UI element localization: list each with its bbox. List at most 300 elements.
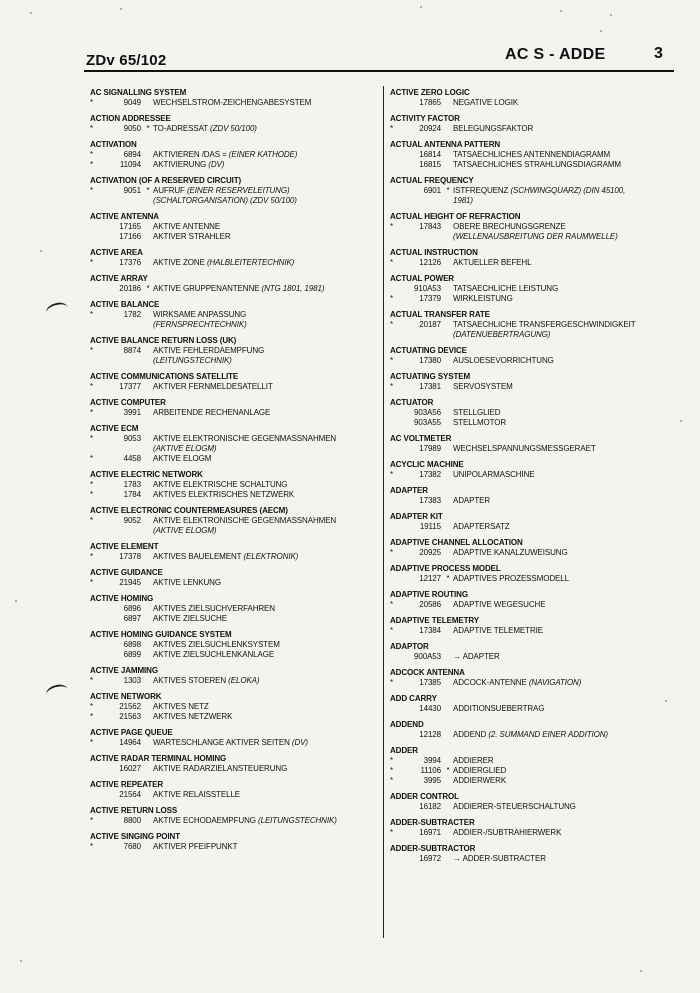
translation-line	[390, 444, 680, 454]
translation-text: UNIPOLARMASCHINE	[453, 470, 535, 479]
entry-term: ACTIVE ELEMENT	[90, 542, 159, 551]
scan-speck	[680, 420, 682, 422]
star-mark: *	[90, 676, 94, 685]
scan-speck	[30, 12, 32, 14]
translation-text: AKTIVES NETZ	[153, 702, 209, 711]
subject-note: (NAVIGATION)	[528, 678, 582, 687]
dictionary-entry	[90, 754, 375, 774]
dictionary-entry	[390, 176, 680, 206]
translation-line	[390, 284, 680, 294]
german-translation	[453, 496, 490, 506]
german-translation	[153, 490, 294, 500]
binder-hole-mark	[45, 300, 70, 319]
translation-text: AKTIVES STOEREN	[153, 676, 227, 685]
translation-line	[390, 470, 680, 480]
translation-line	[90, 552, 375, 562]
entry-term: ACTIVE REPEATER	[90, 780, 164, 789]
star-mark: *	[90, 124, 94, 133]
translation-line	[390, 222, 680, 232]
german-translation	[453, 730, 608, 740]
star-mark: *	[90, 738, 94, 747]
subject-note: (ELEKTRONIK)	[243, 552, 299, 561]
term-number: 19115	[419, 522, 441, 531]
dictionary-entry	[90, 666, 375, 686]
german-translation	[153, 526, 217, 536]
star-mark: *	[390, 382, 394, 391]
subject-note: (AKTIVE ELOGM)	[153, 526, 217, 535]
translation-line	[90, 124, 375, 134]
star-mark: *	[90, 434, 94, 443]
german-translation	[453, 802, 576, 812]
dictionary-entry	[90, 424, 375, 464]
term-number: 21945	[119, 578, 141, 587]
translation-text: AKTIVIEREN /DAS =	[153, 150, 227, 159]
german-translation	[153, 444, 217, 454]
german-translation	[153, 790, 240, 800]
translation-line	[90, 604, 375, 614]
subject-note: (DV)	[291, 738, 308, 747]
german-translation	[453, 522, 510, 532]
term-number: 21562	[119, 702, 141, 711]
translation-line	[90, 764, 375, 774]
dictionary-entry	[90, 300, 375, 330]
translation-text: AKTIVE ZIELSUCHLENKANLAGE	[153, 650, 275, 659]
translation-line	[90, 702, 375, 712]
star-mark: *	[90, 712, 94, 721]
dictionary-entry	[90, 88, 375, 108]
entry-term: ADAPTIVE CHANNEL ALLOCATION	[390, 538, 523, 547]
translation-text: AKTIVER PFEIFPUNKT	[153, 842, 238, 851]
german-translation	[453, 444, 596, 454]
translation-text: AKTIVER STRAHLER	[153, 232, 231, 241]
term-number: 14964	[119, 738, 141, 747]
entry-term: ADDEND	[390, 720, 424, 729]
star-mark: *	[390, 600, 394, 609]
page-number: 3	[654, 45, 663, 62]
entry-term: ACTIVE ELECTRIC NETWORK	[90, 470, 203, 479]
dictionary-entry	[390, 372, 680, 392]
subject-note: (LEITUNGSTECHNIK)	[153, 356, 232, 365]
translation-line	[390, 766, 680, 776]
german-translation	[453, 574, 569, 584]
star-mark: *	[90, 346, 94, 355]
translation-line	[90, 382, 375, 392]
german-translation	[153, 640, 280, 650]
term-number: 3994	[423, 756, 441, 765]
entry-term: ACTUATING SYSTEM	[390, 372, 471, 381]
dictionary-entry	[90, 630, 375, 660]
german-translation	[453, 600, 545, 610]
entry-term: ADAPTER KIT	[390, 512, 443, 521]
german-translation	[153, 232, 231, 242]
entry-term: ACTIVE ZERO LOGIC	[390, 88, 470, 97]
dictionary-entry	[390, 694, 680, 714]
term-number: 17379	[419, 294, 441, 303]
translation-line	[390, 652, 680, 662]
translation-line	[90, 790, 375, 800]
german-translation	[453, 258, 531, 268]
translation-line	[90, 676, 375, 686]
subject-note: (NTG 1801, 1981)	[261, 284, 325, 293]
translation-text: ADCOCK-ANTENNE	[453, 678, 527, 687]
german-translation	[453, 284, 558, 294]
term-number: 16814	[419, 150, 441, 159]
entry-term: ACTIVE RETURN LOSS	[90, 806, 178, 815]
term-number: 1782	[123, 310, 141, 319]
subject-note: (ELOKA)	[228, 676, 260, 685]
star-mark: *	[90, 160, 94, 169]
entry-term: ACTIVE COMMUNICATIONS SATELLITE	[90, 372, 239, 381]
german-translation	[453, 124, 533, 134]
translation-text: AKTIVE RADARZIELANSTEUERUNG	[153, 764, 288, 773]
dictionary-entry	[390, 538, 680, 558]
dictionary-entry	[390, 746, 680, 786]
entry-term: ACTUATOR	[390, 398, 434, 407]
term-number: 20925	[419, 548, 441, 557]
translation-text: AKTIVE FEHLERDAEMPFUNG	[153, 346, 265, 355]
translation-line	[90, 408, 375, 418]
term-number: 16027	[119, 764, 141, 773]
translation-text: ADDIER-/SUBTRAHIERWERK	[453, 828, 562, 837]
translation-text: WIRKSAME ANPASSUNG	[153, 310, 247, 319]
translation-text: AKTIVE ELEKTRONISCHE GEGENMASSNAHMEN	[153, 516, 337, 525]
term-number: 1784	[123, 490, 141, 499]
translation-line	[390, 730, 680, 740]
translation-line	[390, 548, 680, 558]
dictionary-entry	[390, 274, 680, 304]
term-number: 900A53	[414, 652, 441, 661]
translation-text: ADDIERWERK	[453, 776, 507, 785]
translation-text: AKTIVE ELEKTRONISCHE GEGENMASSNAHMEN	[153, 434, 337, 443]
star-mark: *	[390, 356, 394, 365]
term-number: 17381	[419, 382, 441, 391]
dictionary-entry	[390, 398, 680, 428]
dictionary-entry	[90, 274, 375, 294]
star-mark: *	[90, 454, 94, 463]
translation-line	[390, 756, 680, 766]
term-number: 17843	[419, 222, 441, 231]
subject-note: (HALBLEITERTECHNIK)	[206, 258, 295, 267]
entry-term: ACTUAL HEIGHT OF REFRACTION	[390, 212, 521, 221]
translation-text: AKTIVES ZIELSUCHLENKSYSTEM	[153, 640, 280, 649]
translation-line	[390, 160, 680, 170]
translation-text: AKTUELLER BEFEHL	[453, 258, 532, 267]
german-translation	[153, 320, 247, 330]
dictionary-entry	[90, 568, 375, 588]
translation-line	[390, 828, 680, 838]
translation-text: TO-ADRESSAT	[153, 124, 208, 133]
german-translation	[153, 764, 287, 774]
term-number: 16815	[419, 160, 441, 169]
star-mark: *	[90, 816, 94, 825]
translation-text: AUSLOESEVORRICHTUNG	[453, 356, 554, 365]
german-translation	[453, 776, 506, 786]
term-number: 17377	[119, 382, 141, 391]
translation-text: WECHSELSPANNUNGSMESSGERAET	[453, 444, 596, 453]
term-number: 6898	[123, 640, 141, 649]
translation-line	[90, 738, 375, 748]
dictionary-entry	[90, 398, 375, 418]
german-translation	[453, 222, 566, 232]
dictionary-entry	[90, 806, 375, 826]
term-number: 21563	[119, 712, 141, 721]
subject-note: (SCHALTORGANISATION) (ZDV 50/100)	[153, 196, 297, 205]
star-mark: *	[390, 470, 394, 479]
term-number: 910A53	[414, 284, 441, 293]
entry-term: ADAPTIVE TELEMETRY	[390, 616, 480, 625]
dictionary-entry	[390, 434, 680, 454]
translation-text: AKTIVE ZONE	[153, 258, 205, 267]
dictionary-entry	[90, 176, 375, 206]
subject-note: (WELLENAUSBREITUNG DER RAUMWELLE)	[453, 232, 618, 241]
dictionary-entry	[390, 512, 680, 532]
translation-text: AKTIVES ZIELSUCHVERFAHREN	[153, 604, 275, 613]
star-mark: *	[390, 548, 394, 557]
german-translation	[153, 738, 308, 748]
german-translation	[153, 702, 209, 712]
term-number: 1783	[123, 480, 141, 489]
entry-term: ACTIVE NETWORK	[90, 692, 162, 701]
term-number: 8874	[123, 346, 141, 355]
german-translation	[153, 160, 224, 170]
translation-text: AKTIVE LENKUNG	[153, 578, 221, 587]
german-translation	[453, 828, 561, 838]
term-number: 17383	[419, 496, 441, 505]
star-mark: *	[90, 480, 94, 489]
star-mark: *	[390, 766, 394, 775]
star-mark: *	[390, 776, 394, 785]
term-number: 9051	[123, 186, 141, 195]
scan-speck	[120, 8, 122, 10]
entry-term: ACTIVE GUIDANCE	[90, 568, 163, 577]
german-translation	[153, 552, 298, 562]
german-translation	[453, 470, 535, 480]
entry-term: ACTUAL TRANSFER RATE	[390, 310, 490, 319]
entry-term: ACTUATING DEVICE	[390, 346, 467, 355]
dictionary-entry	[390, 590, 680, 610]
translation-text: AKTIVE ZIELSUCHE	[153, 614, 227, 623]
translation-text: AKTIVES NETZWERK	[153, 712, 233, 721]
dictionary-entry	[390, 564, 680, 584]
term-number: 6897	[123, 614, 141, 623]
dictionary-entry	[90, 248, 375, 268]
german-translation	[153, 516, 336, 526]
translation-text: ADAPTERSATZ	[453, 522, 510, 531]
term-number: 4458	[123, 454, 141, 463]
star-mark: *	[90, 408, 94, 417]
term-number: 12128	[419, 730, 441, 739]
german-translation	[453, 98, 518, 108]
german-translation	[153, 434, 336, 444]
dictionary-entry	[90, 594, 375, 624]
translation-line	[390, 124, 680, 134]
term-number: 8800	[123, 816, 141, 825]
star-mark: *	[90, 578, 94, 587]
scan-speck	[560, 10, 562, 12]
translation-line	[390, 196, 680, 206]
german-translation	[453, 854, 546, 864]
translation-line	[390, 258, 680, 268]
german-translation	[453, 382, 513, 392]
dictionary-entry	[390, 792, 680, 812]
german-translation	[153, 480, 287, 490]
reference-mark: *	[446, 766, 450, 775]
german-translation	[453, 294, 513, 304]
dictionary-entry	[390, 88, 680, 108]
entry-term: ACTIVITY FACTOR	[390, 114, 460, 123]
translation-line	[90, 578, 375, 588]
term-number: 12127	[419, 574, 441, 583]
term-number: 11106	[420, 766, 441, 775]
translation-text: AKTIVE ELOGM	[153, 454, 212, 463]
term-number: 17382	[419, 470, 441, 479]
term-number: 9052	[123, 516, 141, 525]
scan-speck	[15, 600, 17, 602]
term-number: 20186	[119, 284, 141, 293]
german-translation	[153, 310, 246, 320]
translation-line	[90, 444, 375, 454]
german-translation	[453, 418, 506, 428]
dictionary-entry	[390, 114, 680, 134]
term-number: 903A55	[414, 418, 441, 427]
translation-line	[390, 802, 680, 812]
translation-text: ADAPTIVE TELEMETRIE	[453, 626, 543, 635]
translation-text: AUFRUF	[153, 186, 185, 195]
german-translation	[453, 186, 625, 196]
translation-text: AKTIVES BAUELEMENT	[153, 552, 242, 561]
dictionary-entry	[90, 542, 375, 562]
translation-line	[90, 842, 375, 852]
dictionary-entry	[390, 844, 680, 864]
term-number: 17865	[419, 98, 441, 107]
translation-line	[90, 640, 375, 650]
term-number: 17385	[419, 678, 441, 687]
entry-term: ACTION ADDRESSEE	[90, 114, 171, 123]
term-number: 9049	[123, 98, 141, 107]
translation-text: AKTIVER FERNMELDESATELLIT	[153, 382, 273, 391]
page-range-title: AC S - ADDE	[505, 46, 606, 63]
term-number: 9050	[123, 124, 141, 133]
scan-speck	[665, 700, 667, 702]
scan-speck	[420, 6, 422, 8]
subject-note: (ZDV 50/100)	[210, 124, 257, 133]
entry-term: ACTUAL POWER	[390, 274, 454, 283]
translation-line	[90, 284, 375, 294]
term-number: 14430	[419, 704, 441, 713]
translation-line	[390, 776, 680, 786]
entry-term: ACTIVE AREA	[90, 248, 143, 257]
entry-term: ACTIVE ANTENNA	[90, 212, 159, 221]
dictionary-entry	[390, 818, 680, 838]
subject-note: (DATENUEBERTRAGUNG)	[453, 330, 551, 339]
entry-term: ADCOCK ANTENNA	[390, 668, 465, 677]
translation-text: ADDITIONSUEBERTRAG	[453, 704, 545, 713]
scan-speck	[20, 960, 22, 962]
german-translation	[453, 232, 618, 242]
reference-mark: *	[146, 186, 150, 195]
subject-note: 1981)	[453, 196, 473, 205]
entry-term: ACTIVE ECM	[90, 424, 139, 433]
german-translation	[153, 578, 221, 588]
dictionary-entry	[90, 336, 375, 366]
german-translation	[153, 150, 297, 160]
entry-term: ADAPTOR	[390, 642, 429, 651]
translation-line	[390, 382, 680, 392]
translation-line	[390, 600, 680, 610]
german-translation	[453, 150, 610, 160]
term-number: 17384	[419, 626, 441, 635]
entry-term: ACTIVE JAMMING	[90, 666, 158, 675]
german-translation	[153, 346, 264, 356]
translation-text: STELLMOTOR	[453, 418, 507, 427]
term-number: 17165	[119, 222, 141, 231]
german-translation	[453, 356, 554, 366]
entry-term: ACTIVE PAGE QUEUE	[90, 728, 173, 737]
translation-line	[90, 160, 375, 170]
term-number: 20187	[419, 320, 441, 329]
german-translation	[153, 676, 259, 686]
term-number: 20924	[419, 124, 441, 133]
term-number: 3995	[423, 776, 441, 785]
translation-text: AKTIVES ELEKTRISCHES NETZWERK	[153, 490, 295, 499]
dictionary-entry	[90, 470, 375, 500]
dictionary-entry	[390, 616, 680, 636]
german-translation	[153, 712, 232, 722]
dictionary-entry	[90, 692, 375, 722]
document-code: ZDv 65/102	[86, 52, 167, 69]
star-mark: *	[90, 490, 94, 499]
entry-term: ADDER	[390, 746, 418, 755]
entry-term: ACTIVE COMPUTER	[90, 398, 166, 407]
term-number: 16182	[419, 802, 441, 811]
reference-mark: *	[446, 574, 450, 583]
term-number: 1303	[123, 676, 141, 685]
translation-line	[90, 816, 375, 826]
star-mark: *	[390, 124, 394, 133]
translation-line	[90, 258, 375, 268]
term-number: 20586	[419, 600, 441, 609]
translation-line	[390, 320, 680, 330]
german-translation	[153, 842, 237, 852]
term-number: 16971	[419, 828, 441, 837]
translation-text: TATSAECHLICHES ANTENNENDIAGRAMM	[453, 150, 611, 159]
translation-text: NEGATIVE LOGIK	[453, 98, 519, 107]
german-translation	[153, 222, 220, 232]
star-mark: *	[90, 842, 94, 851]
german-translation	[453, 320, 636, 330]
translation-text: TATSAECHLICHE TRANSFERGESCHWINDIGKEIT	[453, 320, 636, 329]
term-number: 3991	[123, 408, 141, 417]
german-translation	[453, 652, 500, 662]
german-translation	[453, 330, 550, 340]
translation-text: ADDIERER-STEUERSCHALTUNG	[453, 802, 576, 811]
subject-note: (DV)	[208, 160, 225, 169]
translation-text: ADAPTER	[453, 496, 491, 505]
star-mark: *	[90, 98, 94, 107]
subject-note: (EINER KATHODE)	[228, 150, 298, 159]
term-number: 6901	[423, 186, 441, 195]
translation-line	[90, 98, 375, 108]
entry-term: ACTIVE ARRAY	[90, 274, 148, 283]
translation-text: ADDIERER	[453, 756, 494, 765]
translation-text: ARBEITENDE RECHENANLAGE	[153, 408, 271, 417]
german-translation	[153, 382, 273, 392]
translation-line	[90, 526, 375, 536]
subject-note: (EINER RESERVELEITUNG)	[186, 186, 290, 195]
reference-mark: *	[146, 124, 150, 133]
dictionary-entry	[390, 140, 680, 170]
star-mark: *	[390, 828, 394, 837]
